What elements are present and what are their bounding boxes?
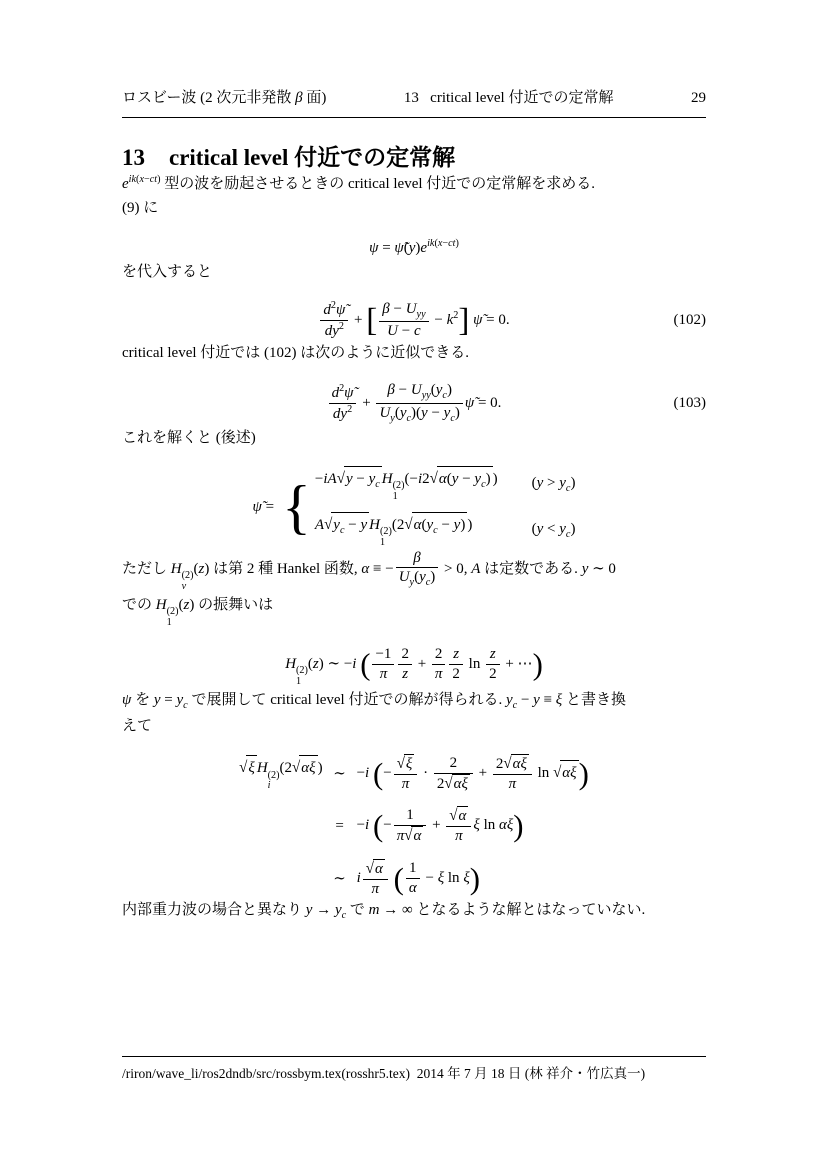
equation-hankel-asymptotics: H (2) 1 (z) ∼ −i ( $\frac{-1}{\pi}$ $\frac{2}{z}$ + $\frac{2}{\pi}$ $\frac{z}{2}$ ln $\frac{z}{2}$ + ⋯) [285,645,543,687]
running-head [122,86,706,118]
paragraph-hankel-definition: ただし H (2) ν (z) は第 2 種 Hankel 函数, α ≡ − $\frac{\beta}{U_y(y_c)}$ > 0, A は定数である. y ∼ 0 での H (2) 1 (z) の振舞いは [122,549,616,629]
equation-psi-ansatz: $\psi = \psĩ(y)e^{ik(x-ct)}$ [369,237,459,256]
cases-brace: { [282,474,311,541]
running-head-center: 13 critical level 付近での定常解 [403,90,614,106]
paragraph-problem-statement: $e^{ik(x-ct)}$ 型の波を励起させるときの critical level 付近での定常解を求める. [122,173,596,192]
equation-103: $\frac{d^2\psĩ}{dy^2}$ + $\frac{\beta - U_{yy}(y_c)}{U_y(y_c)(y - y_c)}$ ψ̃ = 0. (103) [122,381,706,426]
equation-102-tag: (102) [673,312,706,329]
equation-xi-asymptotics: √ξ H (2) i (2√αξ ) ∼ −i (− $\frac{√\xi}{\pi}$ · $\frac{2}{2√\alpha\xi}$ + $\frac{2√\alpha\xi}{\pi}$ ln √αξ) = −i (− $\frac{1}{\pi√\alpha}$ + $\frac{√\alpha}{\pi}$ ξ ln αξ) ∼ i $\frac{√\alpha}{\pi}$ ( $\frac{1}{\alpha}$ − ξ ln ξ) [239,754,589,897]
section-heading [122,144,706,172]
paragraph-eq9-reference: (9) に [122,199,159,216]
running-head-page-number: 29 [691,90,706,106]
equation-cases-solution: ψ̃ = { $-iA√y - y_c$ H (2) 1 ($-i2√\alpha(y - y_c)$ ) $(y > y_c)$ $A√y_c - y$ H (2) 1 ($2√\alpha(y_c - y)$ ) $(y < y_c)$ [122,466,706,549]
paragraph-solution-note: これを解くと (後述) [122,429,256,446]
section-number: 13 [122,145,145,170]
footer-source-note: /riron/wave_li/ros2dndb/src/rossbym.tex(rosshr5.tex) 2014 年 7 月 18 日 (林 祥介・竹広真一) [122,1066,646,1081]
page-footer [122,1056,706,1085]
paragraph-expansion-note: ψ を $y = y_c$ で展開して critical level 付近での解が得られる. $y_c - y \equiv \xi$ と書き換 えて [122,691,626,734]
paragraph-substitution: を代入すると [122,263,213,280]
equation-103-tag: (103) [673,395,706,412]
paragraph-approximation-note: critical level 付近では (102) は次のように近似できる. [122,345,470,362]
running-head-left: ロスビー波 (2 次元非発散 β 面) [122,90,327,106]
cases-lhs: ψ̃ = [252,499,275,516]
paragraph-conclusion: 内部重力波の場合と異なり $y \to y_c$ で m → ∞ となるような解とはなっていない. [122,902,646,922]
equation-102: $\frac{d^2\psĩ}{dy^2}$ + [ $\frac{\beta - U_{yy}}{U - c}$ − $k^2$] ψ̃ = 0. (102) [122,300,706,342]
section-title: critical level 付近での定常解 [169,145,456,170]
